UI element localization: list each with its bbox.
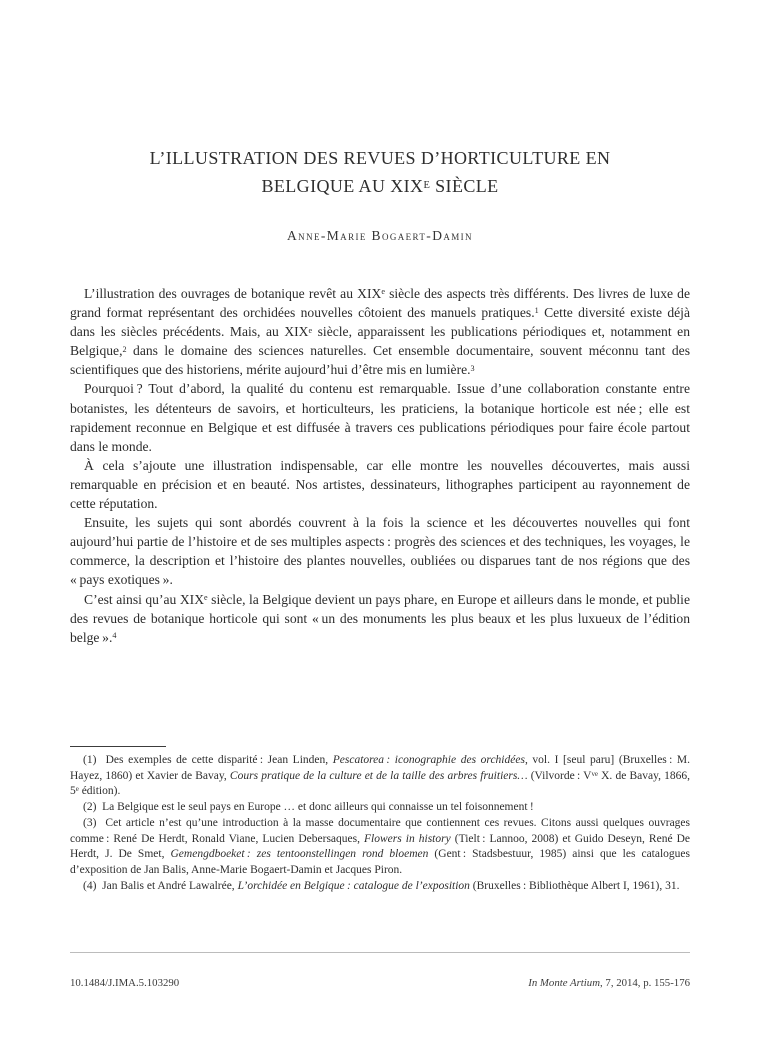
body-paragraph: C’est ainsi qu’au XIXe siècle, la Belgique devient un pays phare, en Europe et ailleurs dans le monde, et publie des revues de botanique horticole qui sont « un des monuments les plus beaux et les plus luxueux de l’édition belge ».$^4$ <box>70 591 690 645</box>
footer-journal-ref: In Monte Artium, 7, 2014, p. 155-176 <box>528 977 690 989</box>
footnote-separator-rule <box>70 746 166 747</box>
title-line-2: BELGIQUE AU $XIX^E$ SIÈCLE <box>261 176 499 196</box>
body-paragraph: À cela s’ajoute une illustration indispensable, car elle montre les nouvelles découvertes, mais aussi remarquable en précision et en beauté. Nos artistes, dessinateurs, lithographes participent au rayonnement de cette réputation. <box>70 457 690 512</box>
title-line-1: L’ILLUSTRATION DES REVUES D’HORTICULTURE EN <box>149 148 611 168</box>
page-footer <box>70 977 690 989</box>
page-title <box>70 144 690 200</box>
footnote-item: (2) La Belgique est le seul pays en Europe … et donc ailleurs qui connaisse un tel foisonnement ! <box>83 801 534 814</box>
body-paragraph: Ensuite, les sujets qui sont abordés couvrent à la fois la science et les découvertes nouvelles qui font aujourd’hui partie de l’histoire et de ses multiples aspects : progrès des sciences et des techniques, les voyages, le commerce, la description et l’histoire des plantes nouvelles, oubliées ou disparues tant de nos régions que des « pays exotiques ». <box>70 515 690 588</box>
footnote-item: (4) Jan Balis et André Lawalrée, L’orchidée en Belgique : catalogue de l’exposition (Bruxelles : Bibliothèque Albert I, 1961), 31. <box>83 879 680 892</box>
footnote-item: (3) Cet article n’est qu’une introduction à la masse documentaire que contiennent ces revues. Citons aussi quelques ouvrages comme : René De Herdt, Ronald Viane, Lucien Debersaques, Flowers in history (Tielt : Lannoo, 2008) et Guido Deseyn, René De Herdt, J. De Smet, Gemengdboeket : zes tentoonstellingen rond bloemen (Gent : Stadsbestuur, 1985) ainsi que les catalogues d’exposition de Jan Balis, Anne-Marie Bogaert-Damin et Jacques Piron. <box>70 816 691 876</box>
article-body <box>70 284 690 647</box>
footer-rule <box>70 952 690 953</box>
footnotes-section <box>70 753 690 894</box>
body-paragraph: Pourquoi ? Tout d’abord, la qualité du contenu est remarquable. Issue d’une collaboration constante entre botanistes, les détenteurs de savoirs, et horticulteurs, les praticiens, la botanique horticole est née ; elle est rapidement reconnue en Belgique et est diffusée à travers ces publications périodiques pour faire école partout dans le monde. <box>70 381 690 454</box>
footnote-item: (1) Des exemples de cette disparité : Jean Linden, Pescatorea : iconographie des orchidées, vol. I [seul paru] (Bruxelles : M. Hayez, 1860) et Xavier de Bavay, Cours pratique de la culture et de la taille des arbres fruitiers… (Vilvorde : $V^{ve}$ X. de Bavay, 1866, 5e édition). <box>70 754 690 798</box>
footer-doi: 10.1484/J.IMA.5.103290 <box>70 977 180 989</box>
body-paragraph: L’illustration des ouvrages de botanique revêt au XIXe siècle des aspects très différents. Des livres de luxe de grand format représentant des orchidées nouvelles côtoient des manuels pratiques.$^1$ Cette diversité existe déjà dans les siècles précédents. Mais, au XIXe siècle, apparaissent les publications périodiques et, notamment en Belgique,$^2$ dans le domaine des sciences naturelles. Cet ensemble documentaire, souvent méconnu tant des scientifiques que des historiens, mérite aujourd’hui d’être mis en lumière.$^3$ <box>70 286 691 378</box>
author-name: Anne-Marie Bogaert-Damin <box>287 228 473 243</box>
